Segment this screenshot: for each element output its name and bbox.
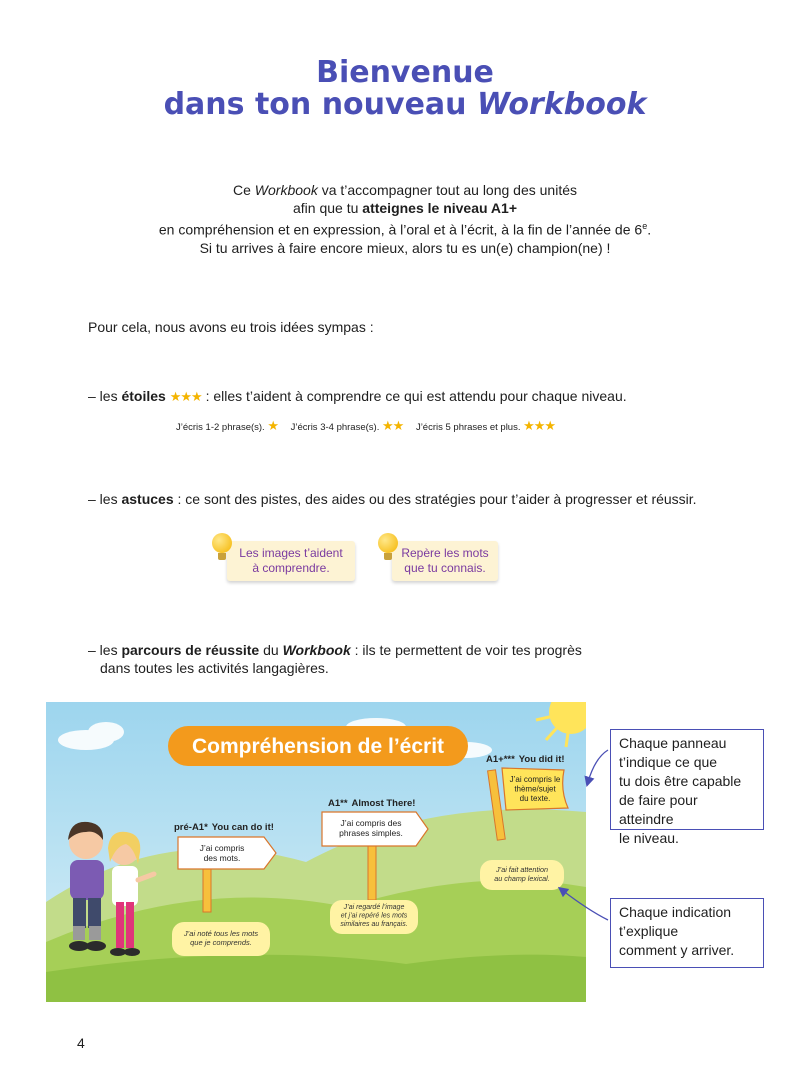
paths-item: – les parcours de réussite du Workbook : ils te permettent de voir tes progrès [88, 642, 582, 658]
level-label-a1plus: A1+*** You did it! [486, 754, 565, 765]
star-icon: ★ [267, 418, 278, 433]
workbook-title-italic: Workbook [476, 87, 647, 122]
level-sign-text: J’ai compris le thème/sujet du texte. [509, 775, 561, 803]
page-title-line1: Bienvenue [316, 55, 494, 90]
callout-indication: Chaque indication t’explique comment y arriver. [610, 898, 764, 968]
intro-paragraph: Ce Workbook va t’accompagner tout au long des unités afin que tu atteignes le niveau A1+ en compréhension et en expression, à l’oral et à l’écrit, à la fin de l’année de 6e. Si tu arrives à faire encore mieux, alors tu es un(e) champion(ne) ! [158, 182, 652, 256]
level-sign-text: J’ai compris des phrases simples. [339, 818, 403, 838]
paths-item-line2: dans toutes les activités langagières. [100, 660, 329, 676]
poster-banner-text: Compréhension de l’écrit [191, 735, 445, 758]
star-icon: ★★ [381, 418, 404, 433]
tips-item: – les astuces : ce sont des pistes, des aides ou des stratégies pour t’aider à progresser et réussir. [88, 491, 697, 507]
success-path-poster [46, 702, 586, 1002]
page-title-line2: dans ton nouveau Workbook [163, 87, 647, 122]
level-label-pre-a1: pré-A1* You can do it! [174, 822, 274, 833]
tip-card-words: Repère les mots que tu connais. [392, 541, 498, 581]
callout-panel: Chaque panneau t’indique ce que tu dois être capable de faire pour atteindre le niveau. [610, 729, 764, 830]
arrow-icon [562, 890, 608, 920]
ideas-intro: Pour cela, nous avons eu trois idées sympas : [88, 319, 374, 335]
star-icon: ★★★ [523, 418, 556, 433]
tip-card-images: Les images t’aident à comprendre. [227, 541, 355, 581]
page-number: 4 [77, 1035, 85, 1051]
lightbulb-icon [212, 533, 232, 560]
level-sign-text: J’ai compris des mots. [199, 843, 245, 863]
level-tip-text: J’ai fait attention au champ lexical. [494, 865, 550, 883]
level-label-a1: A1** Almost There! [328, 798, 416, 809]
lightbulb-icon [378, 533, 398, 560]
stars-icon: ★★★ [169, 389, 202, 404]
level-tip-text: J’ai noté tous les mots que je comprends. [183, 929, 259, 947]
level-tip-text: J’ai regardé l’image et j’ai repéré les mots similaires au français. [340, 904, 408, 928]
arrow-icon [588, 750, 608, 782]
stars-item: – les étoiles ★★★ : elles t’aident à comprendre ce qui est attendu pour chaque niveau. [88, 388, 627, 404]
poster-illustration [46, 702, 586, 1002]
callout-arrows [540, 730, 620, 960]
star-examples: J’écris 1-2 phrase(s). ★ J’écris 3-4 phrase(s). ★★ J’écris 5 phrases et plus. ★★★ [176, 418, 556, 433]
